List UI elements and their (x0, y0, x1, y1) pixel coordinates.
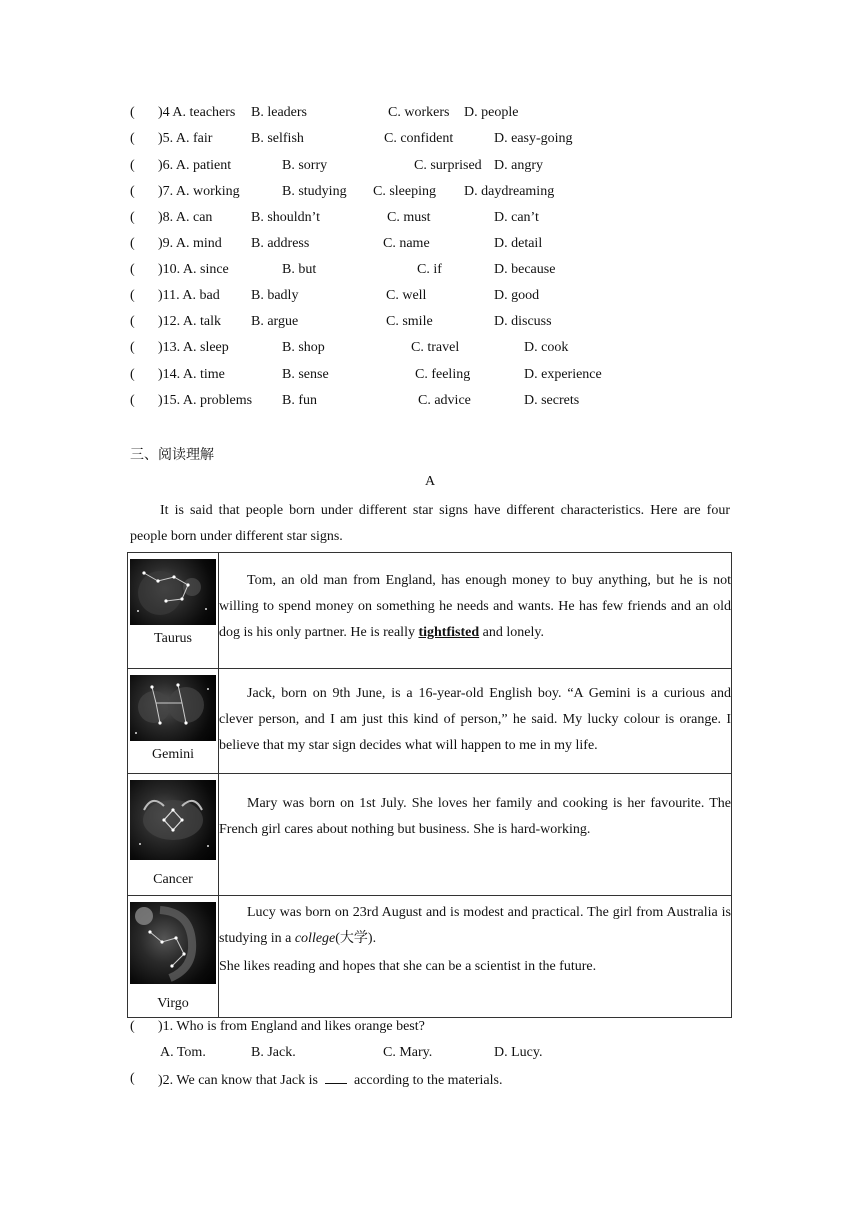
keyword-tightfisted: tightfisted (418, 625, 480, 640)
table-row (128, 896, 732, 1018)
virgo-description-line2: She likes reading and hopes that she can be a scientist in the future. (219, 959, 597, 974)
option-c: C. Mary. (383, 1045, 433, 1060)
sign-name-gemini: Gemini (152, 747, 194, 762)
taurus-constellation-image (130, 559, 216, 625)
sign-text-cell (219, 553, 732, 669)
gemini-description: Jack, born on 9th June, is a 16-year-old English boy. “A Gemini is a curious and clever person, and I am just this kind of person,” he said. My lucky colour is orange. I believe that my star sign decides what will happen to me in my life. (219, 686, 731, 753)
sign-text-cell (219, 774, 732, 896)
passage-label: A (424, 474, 436, 489)
option-a: A. Tom. (160, 1045, 206, 1060)
worksheet-page: ( )4 A. teachers B. leaders C. workers D. people ( )5. A. fair B. selfish C. confident D. easy-going ( )6. A. patient B. sorry C. surprised D. angry ( )7. A. working B. studying C. sleeping D. daydreaming ( )8. A. can B. shouldn’t C. must D. can’t ( )9. A. mind B. address C. name D. detail ( )10. A. since B. but C. if D. because ( )11. A. bad B. badly C. well D. good ( )12. A. talk B. argue C. smile D. discuss ( )13. A. sleep B. shop C. travel D. cook ( )14. A. time B. sense C. feeling D. experience ( )15. A. problems B. fun C. advice D. secrets 三、阅读理解 A It is said that people born under different star signs have different characteristics. Here are four people born under different star signs. Taurus Tom, an old man from England, has enough money to buy anything, but he is not willing to spend money on something he needs and wants. He has few friends and an old dog is his only partner. He is really tightfisted and lonely. Gemini Jack, born on 9th June, is a 16-year-old English boy. “A Gemini is a curious and clever person, and I am just this kind of person,” he said. My lucky colour is orange. I believe that my star sign decides what will happen to me in my life. Cancer Mary was born on 1st July. She loves her family and cooking is her favourite. The French girl cares about nothing but business. She is hard-working. Virgo Lucy was born on 23rd August and is modest and practical. The girl from Australia is studying in a college(大学). She likes reading and hopes that she can be a scientist in the future. ( )1. Who is from England and likes orange best? A. Tom. B. Jack. C. Mary. D. Lucy. ( )2. We can know that Jack is according to the materials. (0, 0, 860, 1216)
sign-image-cell (128, 669, 219, 774)
table-row (128, 774, 732, 896)
virgo-description: Lucy was born on 23rd August and is modest and practical. The girl from Australia is studying in a college(大学). (219, 905, 731, 946)
sign-image-cell (128, 896, 219, 1018)
answer-blank[interactable] (325, 1069, 347, 1084)
option-d: D. Lucy. (494, 1045, 543, 1060)
sign-name-taurus: Taurus (154, 631, 192, 646)
sign-name-cancer: Cancer (153, 872, 193, 887)
section-title: 三、阅读理解 (130, 447, 214, 463)
passage-intro: It is said that people born under different star signs have different characteristics. Here are four people born under different star signs. (130, 503, 730, 544)
sign-image-cell (128, 553, 219, 669)
table-row (128, 669, 732, 774)
sign-text-cell (219, 669, 732, 774)
cancer-constellation-image (130, 780, 216, 860)
sign-text-cell (219, 896, 732, 1018)
sign-name-virgo: Virgo (157, 996, 189, 1011)
star-sign-table (127, 552, 732, 1018)
sign-image-cell (128, 774, 219, 896)
gemini-constellation-image (130, 675, 216, 741)
table-row (128, 553, 732, 669)
virgo-constellation-image (130, 902, 216, 984)
taurus-description: Tom, an old man from England, has enough money to buy anything, but he is not willing to spend money on something he needs and wants. He has few friends and an old dog is his only partner. He is really tightfisted and lonely. (219, 573, 731, 640)
cancer-description: Mary was born on 1st July. She loves her family and cooking is her favourite. The French girl cares about nothing but business. She is hard-working. (219, 796, 731, 837)
option-b: B. Jack. (251, 1045, 296, 1060)
